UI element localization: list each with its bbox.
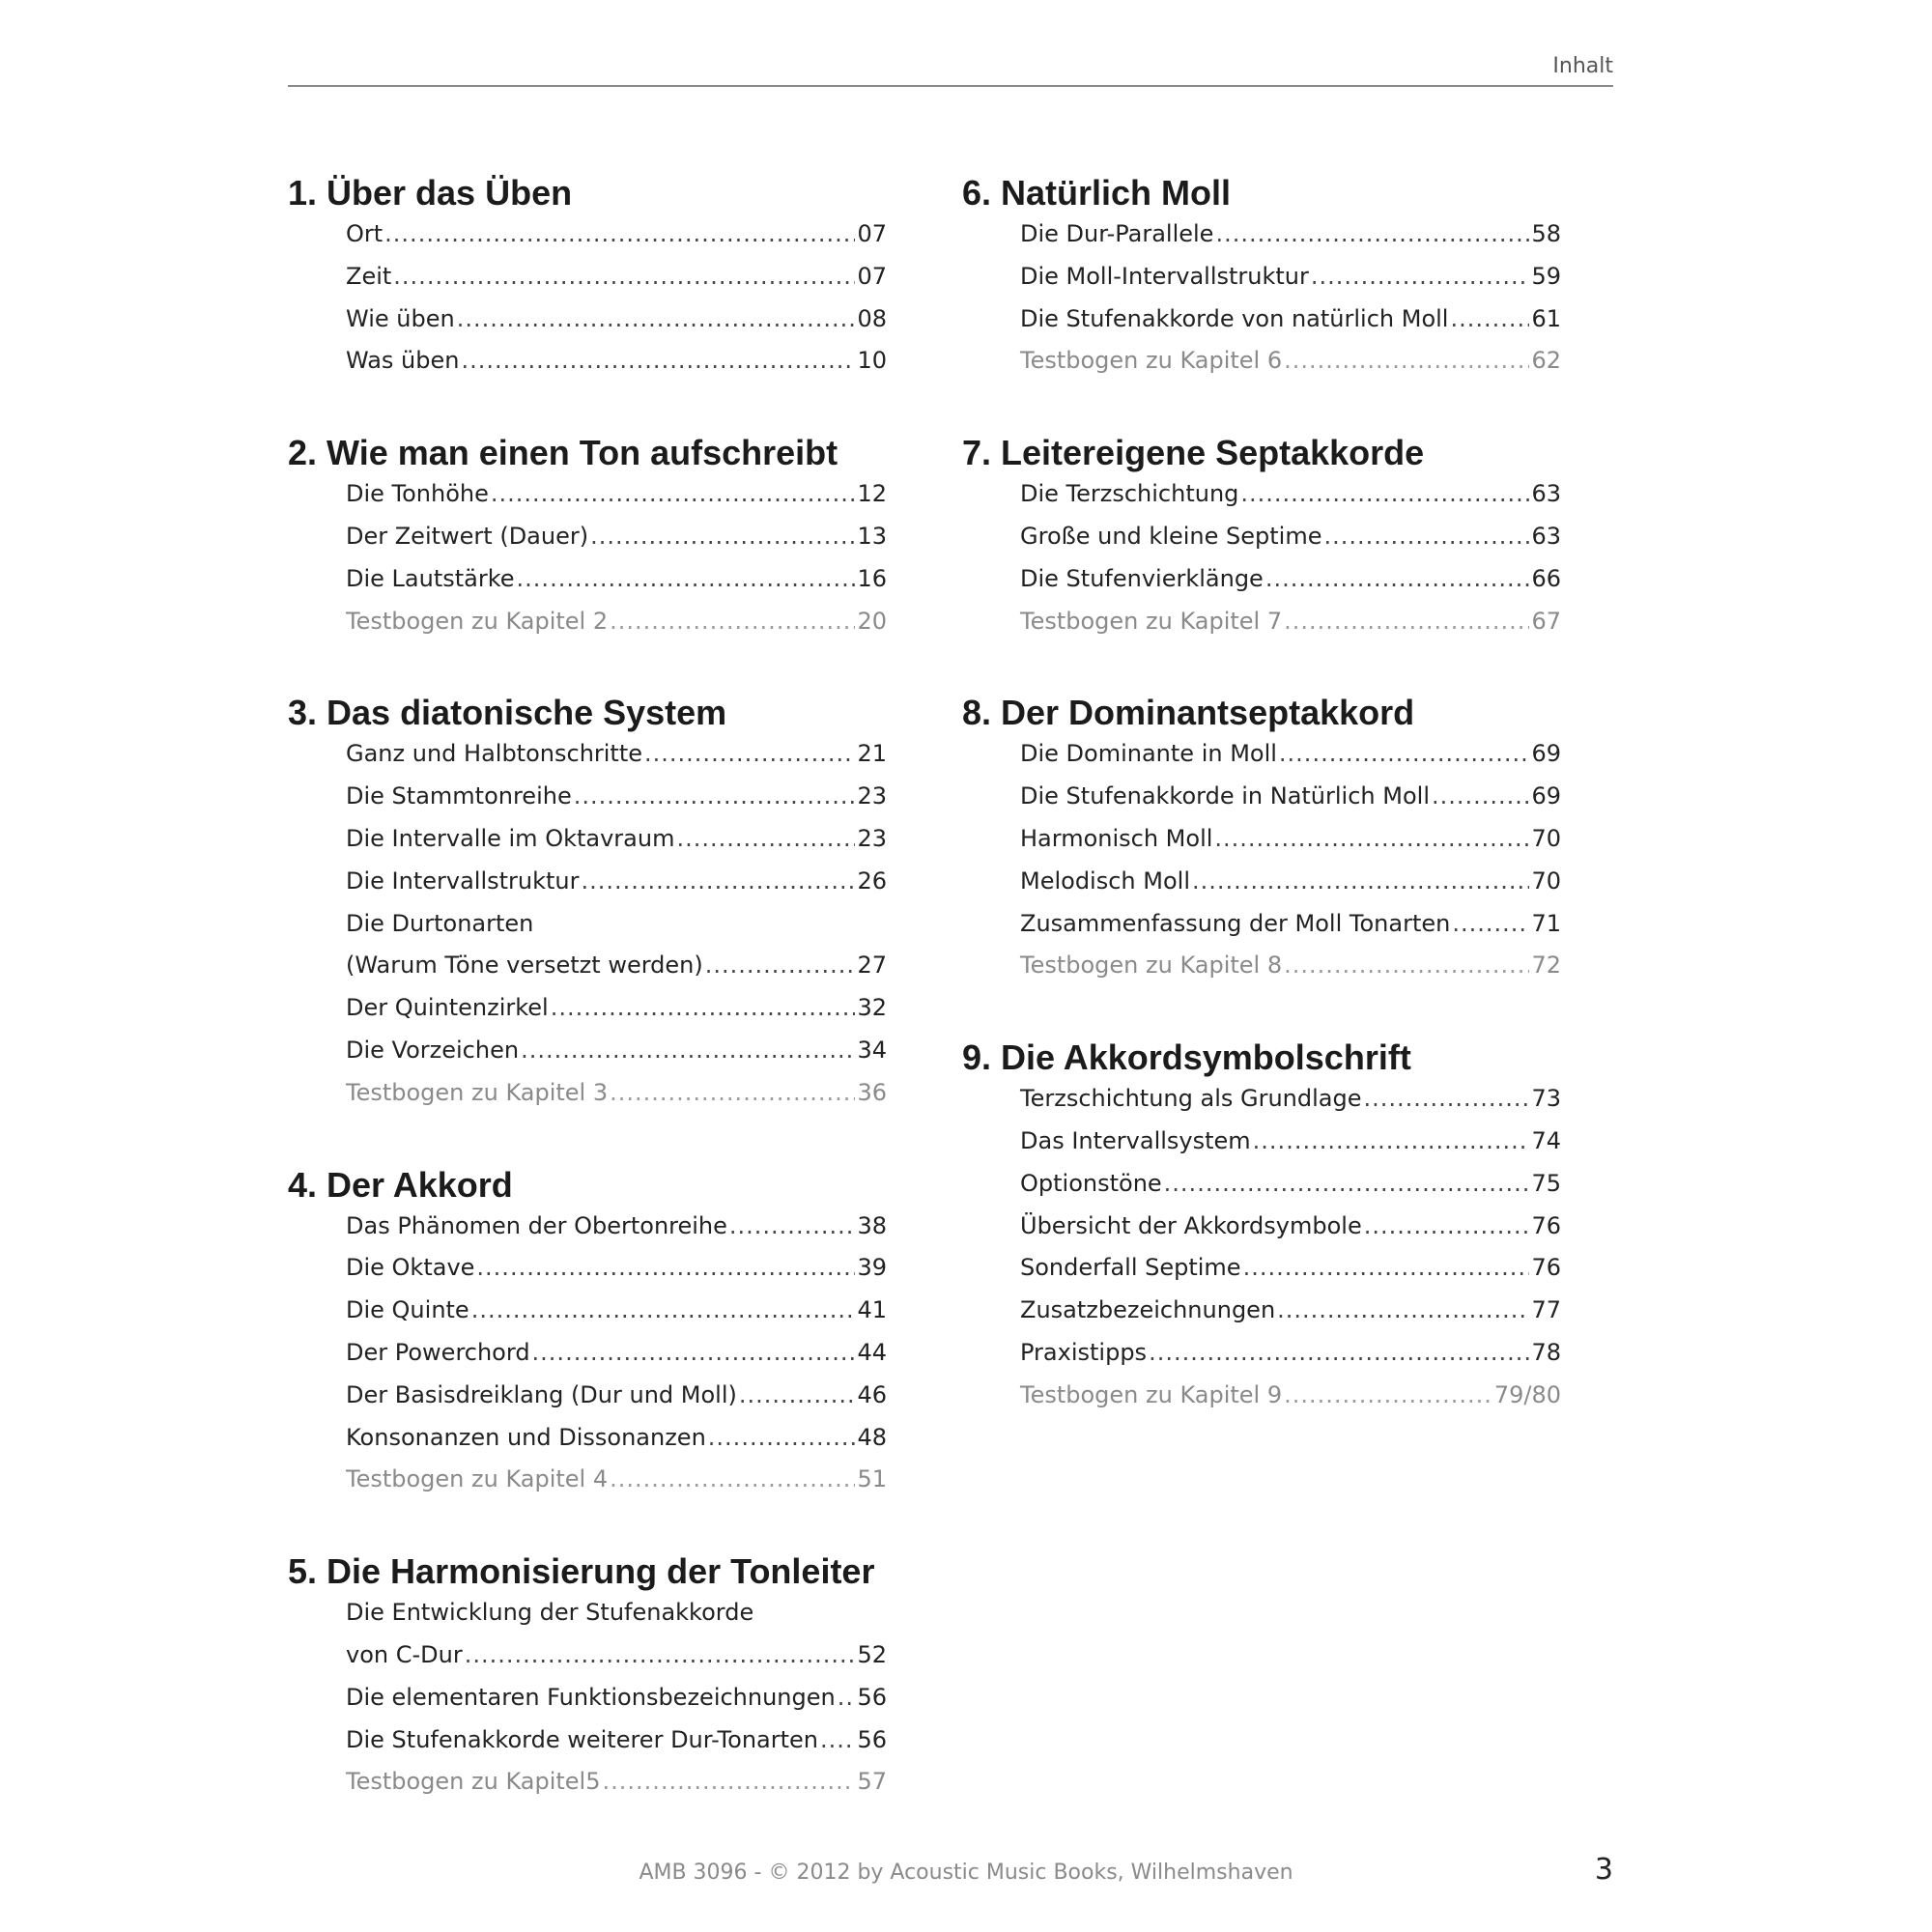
dot-leader — [1149, 1339, 1529, 1366]
entry-title: Große und kleine Septime — [1020, 522, 1322, 550]
toc-entry — [346, 1339, 887, 1381]
entry-title: Die Lautstärke — [346, 564, 515, 592]
entry-page-number: 38 — [857, 1211, 887, 1239]
entry-title: Testbogen zu Kapitel 4 — [346, 1465, 609, 1493]
entry-title: Harmonisch Moll — [1020, 824, 1213, 852]
entry-page-number: 32 — [857, 994, 887, 1022]
dot-leader — [384, 220, 855, 247]
dot-leader — [739, 1381, 856, 1408]
dot-leader — [1215, 220, 1529, 247]
toc-entry-test — [1020, 347, 1561, 389]
entry-page-number: 34 — [857, 1036, 887, 1064]
entry-page-number: 48 — [857, 1423, 887, 1451]
dot-leader — [521, 1037, 855, 1064]
toc-entry — [346, 1599, 887, 1641]
toc-entry — [346, 1381, 887, 1424]
toc-entry — [346, 220, 887, 263]
toc-entry — [346, 1641, 887, 1684]
dot-leader — [1364, 1212, 1530, 1239]
entry-page-number: 71 — [1531, 909, 1561, 937]
toc-entry — [1020, 480, 1561, 523]
entry-title: Die Vorzeichen — [346, 1036, 520, 1064]
chapter-title: 3. Das diatonische System — [288, 693, 727, 733]
dot-leader — [1323, 523, 1529, 550]
entry-title: Die Tonhöhe — [346, 480, 489, 508]
entry-page-number: 69 — [1531, 782, 1561, 810]
toc-entry-test — [346, 1079, 887, 1122]
dot-leader — [457, 305, 856, 332]
dot-leader — [1240, 480, 1529, 507]
dot-leader — [590, 523, 855, 550]
toc-entry — [1020, 1127, 1561, 1170]
entry-title: Der Basisdreiklang (Dur und Moll) — [346, 1380, 737, 1408]
entry-page-number: 74 — [1531, 1126, 1561, 1154]
dot-leader — [1284, 608, 1529, 635]
dot-leader — [1284, 347, 1529, 374]
entry-title: Der Quintenzirkel — [346, 994, 549, 1022]
entry-page-number: 26 — [857, 867, 887, 895]
dot-leader — [471, 1296, 856, 1323]
dot-leader — [517, 565, 856, 592]
dot-leader — [838, 1684, 856, 1711]
chapter-title: 4. Der Akkord — [288, 1164, 513, 1205]
entry-title: Die Oktave — [346, 1254, 475, 1282]
dot-leader — [1277, 1296, 1529, 1323]
entry-page-number: 67 — [1531, 607, 1561, 635]
entry-page-number: 56 — [857, 1683, 887, 1711]
toc-entry — [346, 952, 887, 994]
entry-title: Die Entwicklung der Stufenakkorde — [346, 1599, 754, 1627]
toc-entry-test — [346, 1768, 887, 1810]
entry-title: Testbogen zu Kapitel 6 — [1020, 347, 1283, 375]
toc-chapter — [962, 1035, 1571, 1423]
toc-entry — [1020, 565, 1561, 608]
toc-chapter — [288, 430, 896, 649]
entry-title: Ganz und Halbtonschritte — [346, 740, 643, 768]
toc-entry — [346, 1726, 887, 1769]
entry-page-number: 59 — [1531, 262, 1561, 290]
toc-entry — [346, 910, 887, 952]
entry-page-number: 79/80 — [1493, 1380, 1561, 1408]
entry-title: Testbogen zu Kapitel 8 — [1020, 952, 1283, 980]
toc-entry — [346, 347, 887, 389]
entry-title: Sonderfall Septime — [1020, 1254, 1241, 1282]
toc-entry — [346, 1424, 887, 1466]
toc-entry — [1020, 910, 1561, 952]
entry-page-number: 52 — [857, 1640, 887, 1668]
dot-leader — [1265, 565, 1530, 592]
entry-page-number: 56 — [857, 1725, 887, 1753]
dot-leader — [1284, 952, 1529, 979]
dot-leader — [603, 1768, 856, 1795]
header-rule — [288, 85, 1613, 87]
dot-leader — [393, 263, 855, 290]
toc-column-left — [288, 170, 896, 1851]
entry-page-number: 63 — [1531, 522, 1561, 550]
toc-entry — [1020, 220, 1561, 263]
entry-title: Was üben — [346, 347, 460, 375]
entry-title: Die Stufenvierklänge — [1020, 564, 1264, 592]
toc-chapter — [962, 690, 1571, 994]
entry-title: Konsonanzen und Dissonanzen — [346, 1423, 706, 1451]
dot-leader — [708, 1424, 856, 1451]
entry-title: Übersicht der Akkordsymbole — [1020, 1211, 1362, 1239]
entry-title: Wie üben — [346, 304, 455, 332]
toc-entry — [1020, 867, 1561, 910]
entry-page-number: 72 — [1531, 952, 1561, 980]
entry-page-number: 39 — [857, 1254, 887, 1282]
toc-entry — [1020, 1339, 1561, 1381]
toc-entry — [1020, 782, 1561, 825]
toc-entry — [1020, 740, 1561, 782]
entry-page-number: 76 — [1531, 1211, 1561, 1239]
entry-title: Die Dominante in Moll — [1020, 740, 1277, 768]
entry-page-number: 10 — [857, 347, 887, 375]
toc-column-right — [962, 170, 1571, 1464]
dot-leader — [1284, 1381, 1492, 1408]
dot-leader — [705, 952, 856, 979]
toc-entry — [1020, 1085, 1561, 1127]
entry-title: Der Powerchord — [346, 1338, 530, 1366]
dot-leader — [582, 867, 856, 895]
entry-page-number: 70 — [1531, 867, 1561, 895]
entry-title: von C-Dur — [346, 1640, 463, 1668]
toc-entry — [346, 1254, 887, 1296]
dot-leader — [1311, 263, 1530, 290]
dot-leader — [820, 1726, 855, 1753]
page-number: 3 — [1594, 1853, 1613, 1887]
entry-page-number: 21 — [857, 740, 887, 768]
chapter-title: 5. Die Harmonisierung der Tonleiter — [288, 1551, 875, 1592]
toc-entry — [346, 1296, 887, 1339]
toc-chapter — [288, 690, 896, 1121]
chapter-title: 1. Über das Üben — [288, 173, 573, 213]
entry-title: Die Stammtonreihe — [346, 782, 572, 810]
toc-entry — [346, 1037, 887, 1079]
entry-title: Zeit — [346, 262, 392, 290]
dot-leader — [1279, 740, 1530, 767]
entry-page-number: 61 — [1531, 304, 1561, 332]
toc-entry — [346, 994, 887, 1037]
toc-entry — [1020, 1296, 1561, 1339]
entry-page-number: 69 — [1531, 740, 1561, 768]
footer-copyright: AMB 3096 - © 2012 by Acoustic Music Books, Wilhelmshaven — [639, 1861, 1293, 1885]
entry-page-number: 23 — [857, 824, 887, 852]
toc-entry — [346, 565, 887, 608]
chapter-title: 8. Der Dominantseptakkord — [962, 693, 1415, 733]
dot-leader — [1452, 910, 1529, 937]
dot-leader — [1192, 867, 1529, 895]
dot-leader — [476, 1254, 855, 1281]
entry-title: Testbogen zu Kapitel 2 — [346, 607, 609, 635]
toc-entry — [346, 825, 887, 867]
entry-title: Praxistipps — [1020, 1338, 1148, 1366]
entry-page-number: 70 — [1531, 824, 1561, 852]
toc-entry — [1020, 1170, 1561, 1212]
dot-leader — [610, 1465, 855, 1492]
toc-entry — [346, 782, 887, 825]
entry-title: Die Quinte — [346, 1296, 469, 1324]
toc-entry — [1020, 825, 1561, 867]
entry-page-number: 16 — [857, 564, 887, 592]
dot-leader — [461, 347, 855, 374]
entry-page-number: 58 — [1531, 220, 1561, 247]
dot-leader — [465, 1641, 856, 1668]
entry-title: Die Dur-Parallele — [1020, 220, 1214, 247]
dot-leader — [610, 608, 855, 635]
toc-entry — [346, 305, 887, 348]
entry-title: Die Stufenakkorde weiterer Dur-Tonarten — [346, 1725, 818, 1753]
entry-page-number: 77 — [1531, 1296, 1561, 1324]
entry-page-number: 63 — [1531, 480, 1561, 508]
toc-entry — [346, 263, 887, 305]
toc-entry — [346, 1684, 887, 1726]
toc-entry — [1020, 1254, 1561, 1296]
entry-title: Das Phänomen der Obertonreihe — [346, 1211, 727, 1239]
dot-leader — [1214, 825, 1529, 852]
dot-leader — [491, 480, 856, 507]
toc-entry — [1020, 305, 1561, 348]
dot-leader — [574, 782, 856, 810]
dot-leader — [1243, 1254, 1530, 1281]
entry-title: Der Zeitwert (Dauer) — [346, 522, 589, 550]
toc-entry — [1020, 263, 1561, 305]
toc-entry-test — [346, 608, 887, 650]
entry-page-number: 46 — [857, 1380, 887, 1408]
toc-entry-test — [1020, 952, 1561, 994]
dot-leader — [1450, 305, 1529, 332]
entry-title: Das Intervallsystem — [1020, 1126, 1251, 1154]
chapter-title: 2. Wie man einen Ton aufschreibt — [288, 433, 838, 473]
toc-chapter — [288, 1162, 896, 1509]
toc-entry — [346, 867, 887, 910]
entry-title: Testbogen zu Kapitel 3 — [346, 1078, 609, 1106]
running-header: Inhalt — [1552, 54, 1613, 78]
entry-title: (Warum Töne versetzt werden) — [346, 952, 703, 980]
dot-leader — [676, 825, 855, 852]
entry-title: Testbogen zu Kapitel5 — [346, 1768, 601, 1796]
entry-title: Ort — [346, 220, 384, 247]
entry-page-number: 27 — [857, 952, 887, 980]
entry-title: Zusammenfassung der Moll Tonarten — [1020, 909, 1451, 937]
toc-entry — [346, 740, 887, 782]
entry-title: Die elementaren Funktionsbezeichnungen — [346, 1683, 836, 1711]
dot-leader — [551, 994, 856, 1021]
toc-entry — [346, 480, 887, 523]
entry-title: Die Intervallstruktur — [346, 867, 580, 895]
entry-page-number: 36 — [857, 1078, 887, 1106]
toc-entry-test — [1020, 608, 1561, 650]
toc-entry-test — [346, 1465, 887, 1508]
dot-leader — [644, 740, 855, 767]
entry-page-number: 08 — [857, 304, 887, 332]
entry-page-number: 44 — [857, 1338, 887, 1366]
dot-leader — [610, 1079, 855, 1106]
entry-title: Zusatzbezeichnungen — [1020, 1296, 1276, 1324]
entry-page-number: 73 — [1531, 1085, 1561, 1113]
dot-leader — [1164, 1170, 1530, 1197]
dot-leader — [532, 1339, 856, 1366]
entry-page-number: 66 — [1531, 564, 1561, 592]
entry-page-number: 07 — [857, 220, 887, 247]
toc-entry — [346, 523, 887, 565]
dot-leader — [1364, 1085, 1530, 1112]
toc-entry — [1020, 523, 1561, 565]
entry-title: Die Intervalle im Oktavraum — [346, 824, 675, 852]
entry-title: Terzschichtung als Grundlage — [1020, 1085, 1362, 1113]
entry-page-number: 13 — [857, 522, 887, 550]
toc-chapter — [288, 170, 896, 389]
entry-page-number: 75 — [1531, 1169, 1561, 1197]
entry-title: Die Durtonarten — [346, 909, 534, 937]
entry-title: Optionstöne — [1020, 1169, 1162, 1197]
entry-page-number: 57 — [857, 1768, 887, 1796]
entry-page-number: 20 — [857, 607, 887, 635]
entry-title: Melodisch Moll — [1020, 867, 1190, 895]
entry-title: Die Stufenakkorde von natürlich Moll — [1020, 304, 1449, 332]
entry-page-number: 12 — [857, 480, 887, 508]
entry-title: Die Moll-Intervallstruktur — [1020, 262, 1309, 290]
toc-entry — [346, 1212, 887, 1255]
entry-page-number: 78 — [1531, 1338, 1561, 1366]
entry-page-number: 41 — [857, 1296, 887, 1324]
entry-title: Testbogen zu Kapitel 7 — [1020, 607, 1283, 635]
entry-page-number: 07 — [857, 262, 887, 290]
chapter-title: 6. Natürlich Moll — [962, 173, 1232, 213]
dot-leader — [1432, 782, 1529, 810]
chapter-title: 7. Leitereigene Septakkorde — [962, 433, 1425, 473]
entry-page-number: 76 — [1531, 1254, 1561, 1282]
entry-title: Testbogen zu Kapitel 9 — [1020, 1380, 1283, 1408]
toc-chapter — [962, 170, 1571, 389]
dot-leader — [1253, 1127, 1530, 1154]
toc-entry-test — [1020, 1381, 1561, 1424]
toc-chapter — [288, 1548, 896, 1810]
toc-chapter — [962, 430, 1571, 649]
entry-page-number: 51 — [857, 1465, 887, 1493]
entry-page-number: 23 — [857, 782, 887, 810]
toc-entry — [1020, 1212, 1561, 1255]
entry-title: Die Terzschichtung — [1020, 480, 1239, 508]
entry-page-number: 62 — [1531, 347, 1561, 375]
entry-title: Die Stufenakkorde in Natürlich Moll — [1020, 782, 1430, 810]
chapter-title: 9. Die Akkordsymbolschrift — [962, 1037, 1411, 1078]
dot-leader — [729, 1212, 856, 1239]
